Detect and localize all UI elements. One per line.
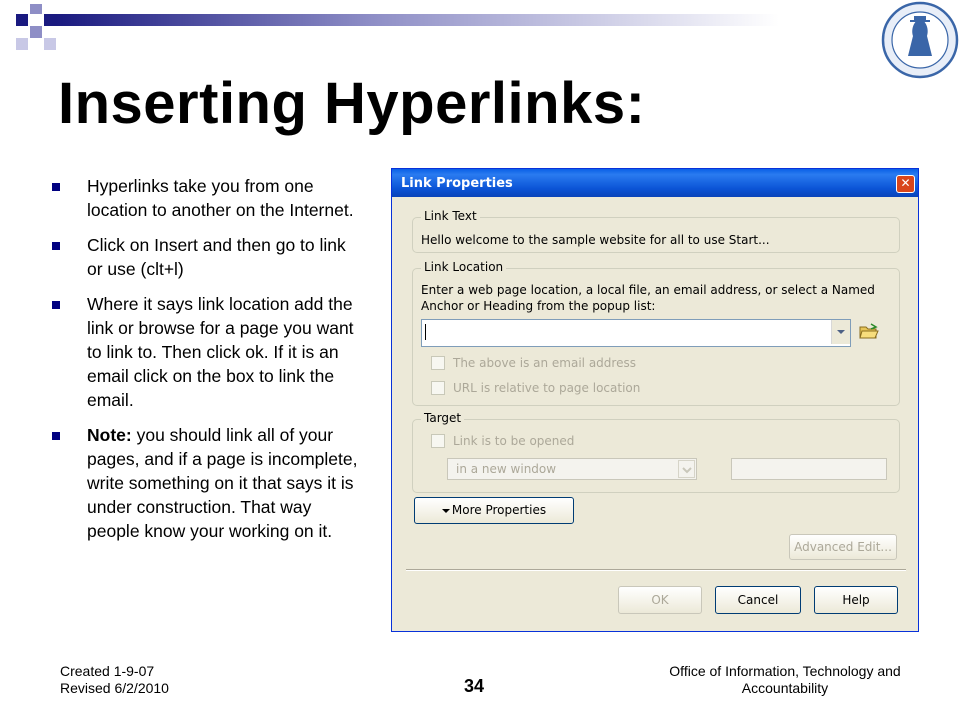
link-location-combobox[interactable]: [421, 319, 851, 347]
created-date: Created 1-9-07: [60, 663, 155, 679]
email-address-label: The above is an email address: [453, 356, 636, 370]
decor-square-4: [30, 26, 42, 38]
cancel-button[interactable]: [715, 586, 801, 614]
bullet-marker-icon: [52, 432, 60, 440]
bullet-item: Where it says link location add the link or browse for a page you want to link to. Then click ok. If it is an email click on the box to link the email.: [52, 292, 362, 412]
bullet-marker-icon: [52, 242, 60, 250]
cancel-label: Cancel: [737, 593, 779, 607]
relative-url-label: URL is relative to page location: [453, 381, 641, 395]
text-cursor: [425, 324, 426, 340]
target-window-value: in a new window: [456, 462, 557, 476]
link-opened-checkbox[interactable]: [431, 434, 445, 448]
ok-label: OK: [651, 593, 669, 607]
bullet-item: Hyperlinks take you from one location to another on the Internet.: [52, 174, 362, 222]
email-address-checkbox[interactable]: [431, 356, 445, 370]
target-window-select[interactable]: [447, 458, 697, 480]
dialog-body: [395, 197, 915, 629]
advanced-edit-label: Advanced Edit...: [794, 540, 892, 554]
decor-square-3: [44, 14, 56, 26]
triangle-down-icon: [442, 508, 450, 514]
link-text-legend: Link Text: [421, 209, 480, 223]
footer-dates: [60, 663, 169, 697]
target-select-arrow[interactable]: [678, 460, 695, 478]
top-gradient-bar: [56, 14, 960, 26]
more-properties-button[interactable]: [414, 497, 574, 524]
browse-folder-icon[interactable]: [859, 323, 879, 341]
bullet-marker-icon: [52, 301, 60, 309]
bullet-item: Click on Insert and then go to link or use (clt+l): [52, 233, 362, 281]
decor-square-6: [44, 38, 56, 50]
office-name: Office of Information, Technology and Accountability: [669, 663, 901, 696]
close-icon[interactable]: ✕: [896, 175, 915, 193]
page-number: 34: [464, 676, 485, 696]
school-seal-logo: [880, 0, 960, 80]
target-legend: Target: [421, 411, 464, 425]
target-frame-field[interactable]: [731, 458, 887, 480]
help-label: Help: [842, 593, 870, 607]
advanced-edit-button[interactable]: [789, 534, 897, 560]
combo-dropdown-button[interactable]: [831, 320, 850, 344]
decor-square-2: [30, 4, 42, 14]
link-opened-label: Link is to be opened: [453, 434, 575, 448]
ok-button[interactable]: [618, 586, 702, 614]
link-text-group: [412, 209, 900, 253]
decor-square-1: [16, 14, 28, 26]
link-location-instructions-1: Enter a web page location, a local file, an email address, or select a Named: [421, 283, 875, 297]
decor-square-5: [16, 38, 28, 50]
dialog-title: Link Properties: [401, 176, 513, 191]
dialog-titlebar[interactable]: [392, 169, 918, 197]
revised-date: Revised 6/2/2010: [60, 680, 169, 696]
chevron-down-icon: [679, 461, 696, 479]
link-text-value: Hello welcome to the sample website for all to use Start...: [421, 233, 770, 247]
link-location-legend: Link Location: [421, 260, 506, 274]
more-properties-label: More Properties: [451, 503, 547, 517]
bullet-item: Note: you should link all of your pages, and if a page is incomplete, write something on it that says it is under construction. That way people know your working on it.: [52, 423, 362, 543]
link-properties-dialog: [391, 168, 919, 632]
slide-title: Inserting Hyperlinks:: [58, 71, 646, 136]
bullet-marker-icon: [52, 183, 60, 191]
target-group: [412, 411, 900, 493]
link-location-instructions-2: Anchor or Heading from the popup list:: [421, 299, 656, 313]
chevron-down-icon: [832, 320, 850, 344]
relative-url-checkbox[interactable]: [431, 381, 445, 395]
help-button[interactable]: [814, 586, 898, 614]
link-location-group: [412, 260, 900, 406]
note-label: Note:: [87, 425, 132, 445]
dialog-separator: [406, 569, 906, 571]
bullet-list: [52, 174, 362, 554]
